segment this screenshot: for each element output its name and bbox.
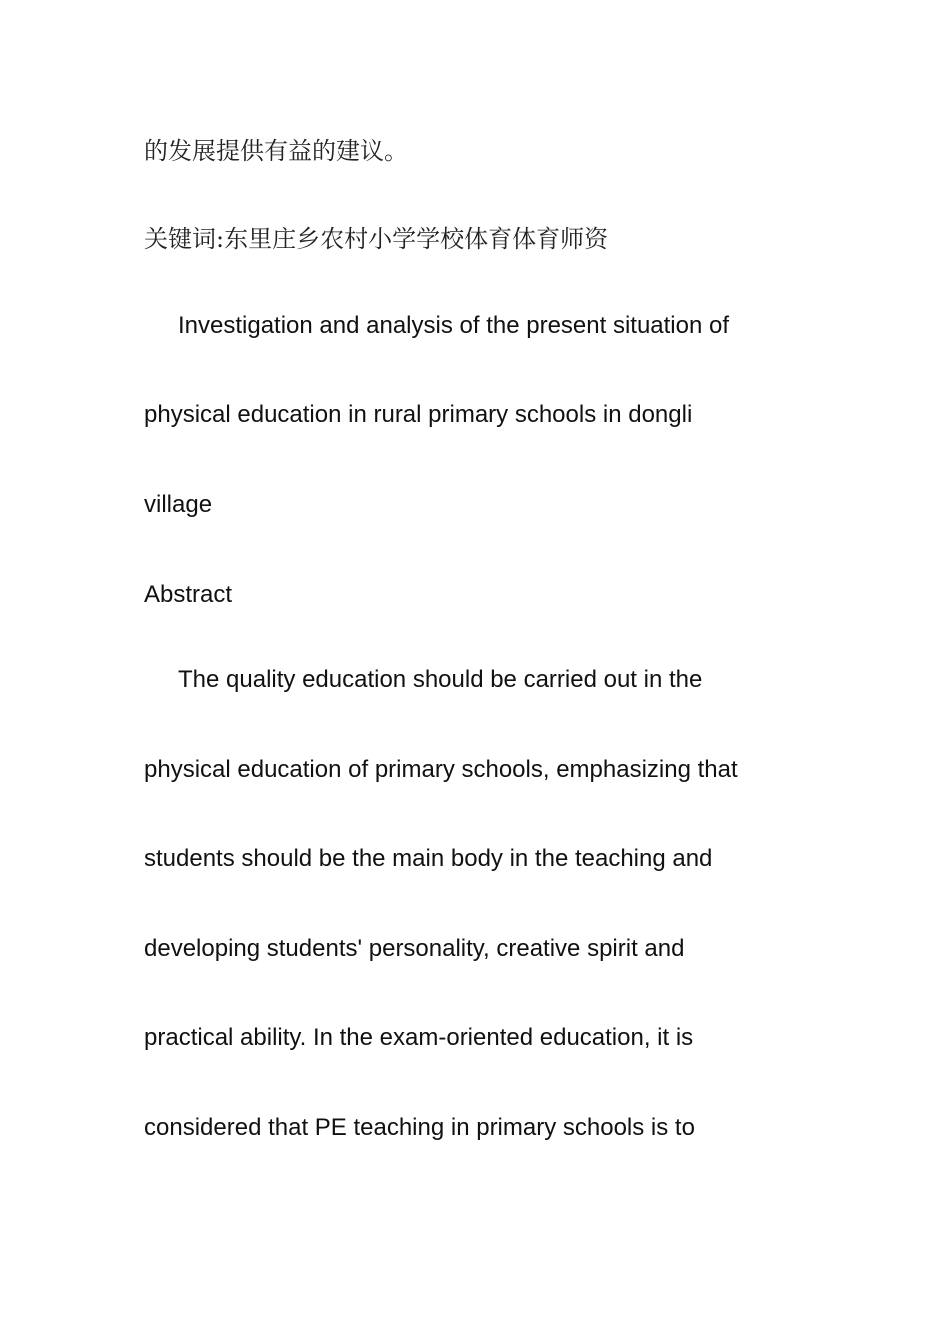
english-title-line-2: physical education in rural primary schools in dongli (144, 401, 693, 428)
english-title-line-3: village (144, 491, 213, 518)
abstract-line-3: students should be the main body in the teaching and (144, 845, 713, 872)
abstract-line-1: The quality education should be carried out in the (178, 666, 703, 693)
abstract-line-2: physical education of primary schools, emphasizing that (144, 756, 738, 783)
abstract-line-6: considered that PE teaching in primary schools is to (144, 1114, 695, 1141)
english-title-line-1: Investigation and analysis of the present situation of (178, 312, 730, 339)
abstract-line-4: developing students' personality, creative spirit and (144, 935, 685, 962)
abstract-heading: Abstract (144, 581, 233, 608)
keywords-line: 关键词:东里庄乡农村小学学校体育体育师资 (144, 225, 609, 253)
abstract-line-5: practical ability. In the exam-oriented education, it is (144, 1024, 694, 1051)
chinese-text-line: 的发展提供有益的建议。 (144, 137, 408, 165)
